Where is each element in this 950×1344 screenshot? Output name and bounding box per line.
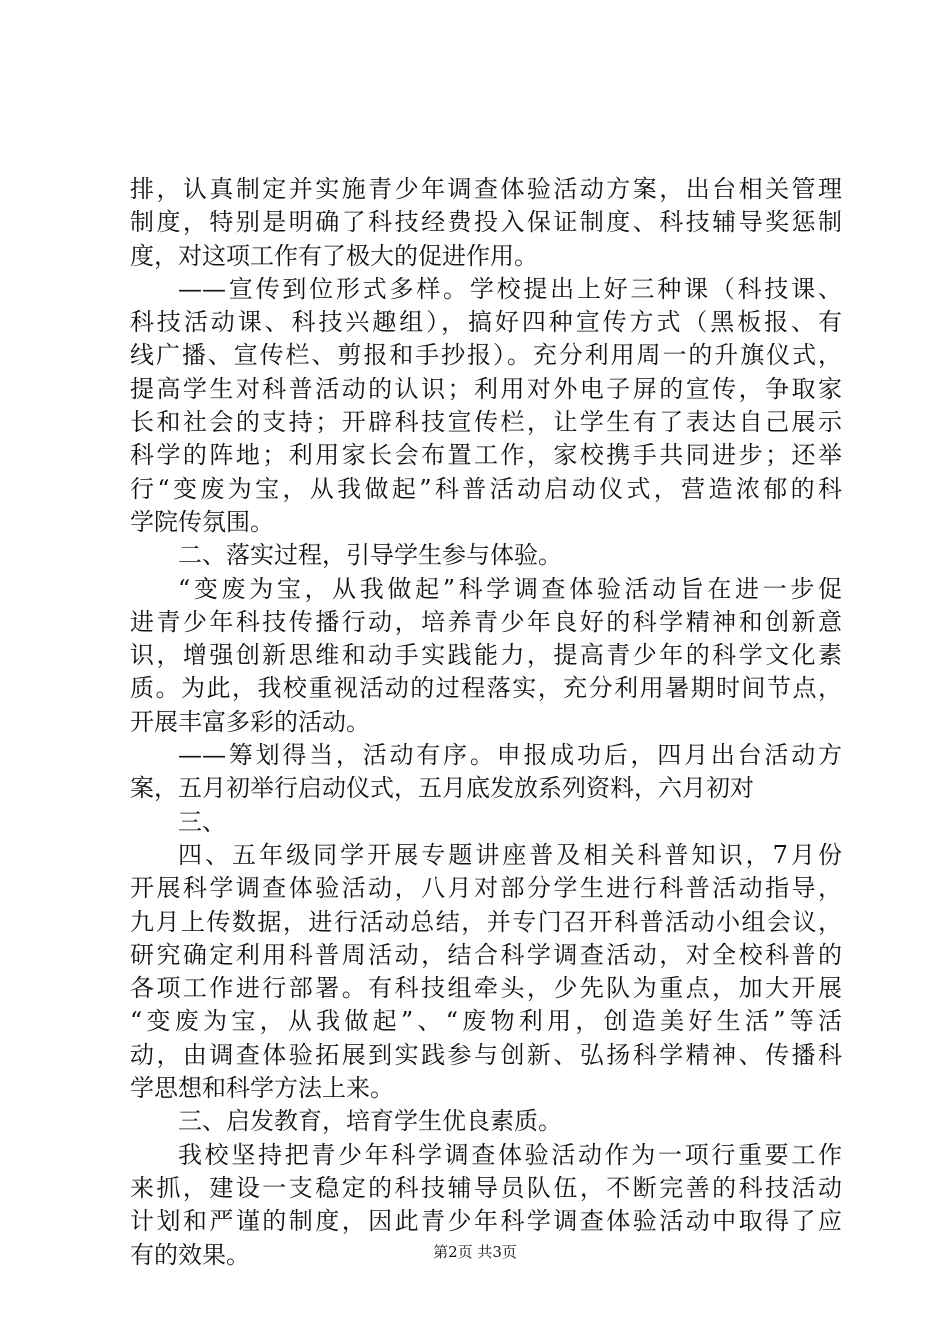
text-line: ——宣传到位形式多样。学校提出上好三种课（科技课、 <box>178 274 842 303</box>
text-line: “变废为宝，从我做起”、“废物利用，创造美好生活”等活 <box>130 1007 842 1036</box>
text-line: 有的效果。 <box>130 1240 250 1269</box>
text-line: 二、落实过程，引导学生参与体验。 <box>178 541 562 570</box>
text-line: 来抓，建设一支稳定的科技辅导员队伍，不断完善的科技活动 <box>130 1173 842 1202</box>
text-line: 研究确定利用科普周活动，结合科学调查活动，对全校科普的 <box>130 940 842 969</box>
text-line: 各项工作进行部署。有科技组牵头，少先队为重点，加大开展 <box>130 974 842 1003</box>
text-line: 案，五月初举行启动仪式，五月底发放系列资料，六月初对 <box>130 774 754 803</box>
text-line: 长和社会的支持；开辟科技宣传栏，让学生有了表达自己展示 <box>130 408 842 437</box>
text-line: 排，认真制定并实施青少年调查体验活动方案，出台相关管理 <box>130 175 842 203</box>
text-line: 制度，特别是明确了科技经费投入保证制度、科技辅导奖惩制 <box>130 208 842 237</box>
text-line: 进青少年科技传播行动，培养青少年良好的科学精神和创新意 <box>130 607 842 636</box>
page-footer: 第2页 共3页 <box>433 1243 517 1261</box>
text-line: 度，对这项工作有了极大的促进作用。 <box>130 241 538 270</box>
text-line: ——筹划得当，活动有序。申报成功后，四月出台活动方 <box>178 741 842 770</box>
text-line: 质。为此，我校重视活动的过程落实，充分利用暑期时间节点， <box>130 674 842 703</box>
text-line: 线广播、宣传栏、剪报和手抄报）。充分利用周一的升旗仪式， <box>130 341 842 370</box>
text-line: 开展科学调查体验活动，八月对部分学生进行科普活动指导， <box>130 874 842 903</box>
text-line: 识，增强创新思维和动手实践能力，提高青少年的科学文化素 <box>130 641 842 670</box>
text-line: 三、启发教育，培育学生优良素质。 <box>178 1107 562 1136</box>
text-line: 动，由调查体验拓展到实践参与创新、弘扬科学精神、传播科 <box>130 1040 842 1069</box>
text-line: 行“变废为宝，从我做起”科普活动启动仪式，营造浓郁的科 <box>130 474 842 503</box>
text-line: 学院传氛围。 <box>130 507 274 536</box>
text-line: 我校坚持把青少年科学调查体验活动作为一项行重要工作 <box>178 1140 842 1169</box>
text-line: 提高学生对科普活动的认识；利用对外电子屏的宣传，争取家 <box>130 374 842 403</box>
text-line: 三、 <box>178 807 226 836</box>
text-line: 科技活动课、科技兴趣组），搞好四种宣传方式（黑板报、有 <box>130 308 842 337</box>
text-line: 计划和严谨的制度，因此青少年科学调查体验活动中取得了应 <box>130 1207 842 1236</box>
text-line: 四、五年级同学开展专题讲座普及相关科普知识，7月份 <box>178 840 842 869</box>
text-line: “变废为宝，从我做起”科学调查体验活动旨在进一步促 <box>178 574 842 603</box>
document-body <box>130 173 842 1272</box>
text-line: 学思想和科学方法上来。 <box>130 1074 394 1103</box>
text-line: 九月上传数据，进行活动总结，并专门召开科普活动小组会议， <box>130 907 842 936</box>
text-line: 科学的阵地；利用家长会布置工作，家校携手共同进步；还举 <box>130 441 842 470</box>
text-line: 开展丰富多彩的活动。 <box>130 707 370 736</box>
